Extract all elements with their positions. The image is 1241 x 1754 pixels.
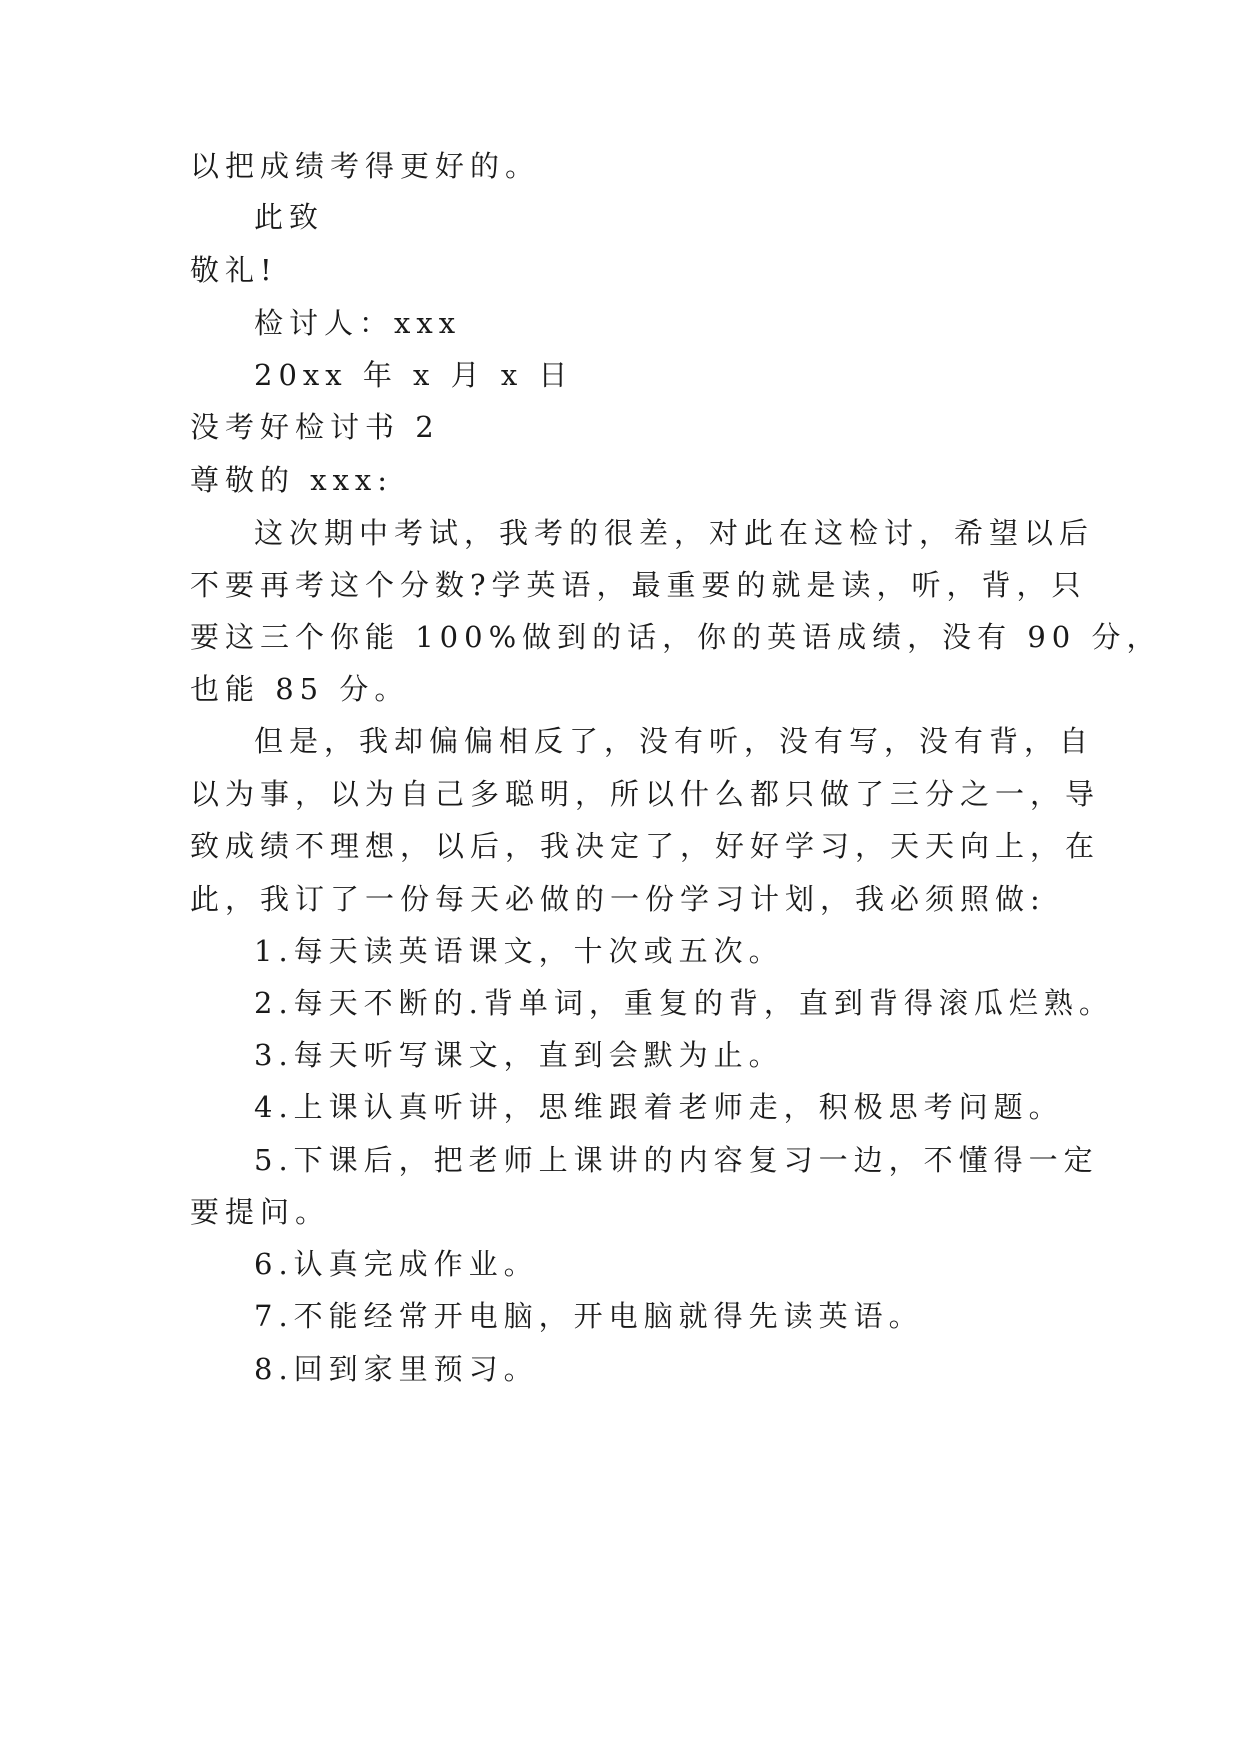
list-item-7: 7.不能经常开电脑，开电脑就得先读英语。	[254, 1299, 924, 1333]
list-item-8: 8.回到家里预习。	[254, 1352, 539, 1386]
section-title: 没考好检讨书 2	[190, 410, 440, 444]
list-item-1: 1.每天读英语课文，十次或五次。	[254, 934, 784, 968]
paragraph-2-line: 但是，我却偏偏相反了，没有听，没有写，没有背，自	[254, 724, 1095, 758]
list-item-4: 4.上课认真听讲，思维跟着老师走，积极思考问题。	[254, 1090, 1064, 1124]
paragraph-1-line: 这次期中考试，我考的很差，对此在这检讨，希望以后	[254, 516, 1095, 550]
paragraph-1-line: 也能 85 分。	[190, 672, 410, 706]
paragraph-2-line: 致成绩不理想，以后，我决定了，好好学习，天天向上，在	[190, 829, 1101, 863]
list-item-2: 2.每天不断的.背单词，重复的背，直到背得滚瓜烂熟。	[254, 986, 1114, 1020]
paragraph-2-line: 以为事，以为自己多聪明，所以什么都只做了三分之一，导	[190, 777, 1101, 811]
list-item-6: 6.认真完成作业。	[254, 1247, 539, 1281]
paragraph-2-line: 此，我订了一份每天必做的一份学习计划，我必须照做:	[190, 882, 1046, 916]
carryover-line: 以把成绩考得更好的。	[190, 149, 541, 183]
closing-line-2: 敬礼!	[190, 253, 278, 287]
paragraph-1-line: 不要再考这个分数?学英语，最重要的就是读，听，背，只	[190, 568, 1087, 602]
paragraph-1-line: 要这三个你能 100%做到的话，你的英语成绩，没有 90 分，	[190, 620, 1162, 654]
list-item-3: 3.每天听写课文，直到会默为止。	[254, 1038, 784, 1072]
salutation-line: 尊敬的 xxx:	[190, 463, 394, 497]
list-item-5: 5.下课后，把老师上课讲的内容复习一边，不懂得一定	[254, 1143, 1099, 1177]
date-line: 20xx 年 x 月 x 日	[254, 358, 574, 392]
list-item-5-continued: 要提问。	[190, 1195, 331, 1229]
closing-line-1: 此致	[254, 200, 325, 234]
signer-line: 检讨人：xxx	[254, 306, 462, 340]
